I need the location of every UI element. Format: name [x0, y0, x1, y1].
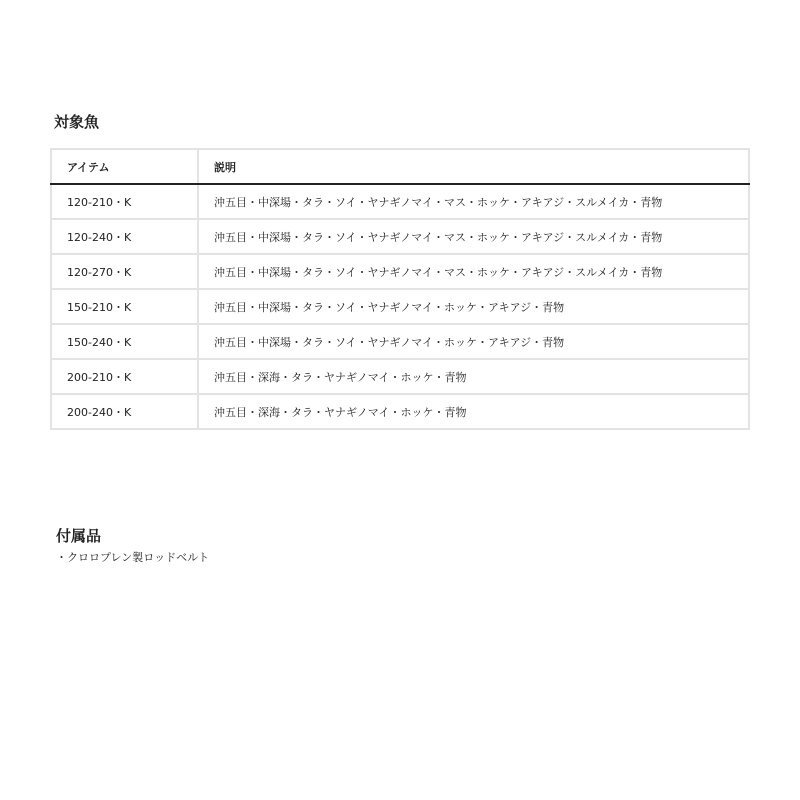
description-cell: 沖五目・中深場・タラ・ソイ・ヤナギノマイ・ホッケ・アキアジ・青物: [198, 289, 749, 324]
description-cell: 沖五目・中深場・タラ・ソイ・ヤナギノマイ・マス・ホッケ・アキアジ・スルメイカ・青物: [198, 254, 749, 289]
item-cell: 120-210・K: [51, 184, 198, 219]
table-row: [51, 289, 749, 324]
table-row: [51, 184, 749, 219]
description-cell: 沖五目・深海・タラ・ヤナギノマイ・ホッケ・青物: [198, 359, 749, 394]
table-row: [51, 359, 749, 394]
description-cell: 沖五目・中深場・タラ・ソイ・ヤナギノマイ・マス・ホッケ・アキアジ・スルメイカ・青物: [198, 219, 749, 254]
table-row: [51, 254, 749, 289]
target-fish-table: [50, 148, 750, 430]
column-header-description: 説明: [198, 149, 749, 184]
list-item: ・クロロプレン製ロッドベルト: [56, 551, 210, 564]
target-fish-title: 対象魚: [54, 113, 100, 131]
table-row: [51, 394, 749, 429]
item-cell: 150-240・K: [51, 324, 198, 359]
description-cell: 沖五目・中深場・タラ・ソイ・ヤナギノマイ・マス・ホッケ・アキアジ・スルメイカ・青物: [214, 195, 663, 209]
item-cell: 150-210・K: [51, 289, 198, 324]
table-row: [51, 219, 749, 254]
accessories-list: [56, 549, 209, 567]
accessories-title: 付属品: [56, 527, 102, 545]
table-row: [51, 324, 749, 359]
item-cell: 200-210・K: [51, 359, 198, 394]
table-header-row: [51, 149, 749, 184]
item-cell: 200-240・K: [51, 394, 198, 429]
item-cell: 120-270・K: [51, 254, 198, 289]
item-cell: 120-240・K: [51, 219, 198, 254]
column-header-item: アイテム: [51, 149, 198, 184]
description-cell: 沖五目・中深場・タラ・ソイ・ヤナギノマイ・ホッケ・アキアジ・青物: [198, 324, 749, 359]
description-cell: 沖五目・深海・タラ・ヤナギノマイ・ホッケ・青物: [198, 394, 749, 429]
